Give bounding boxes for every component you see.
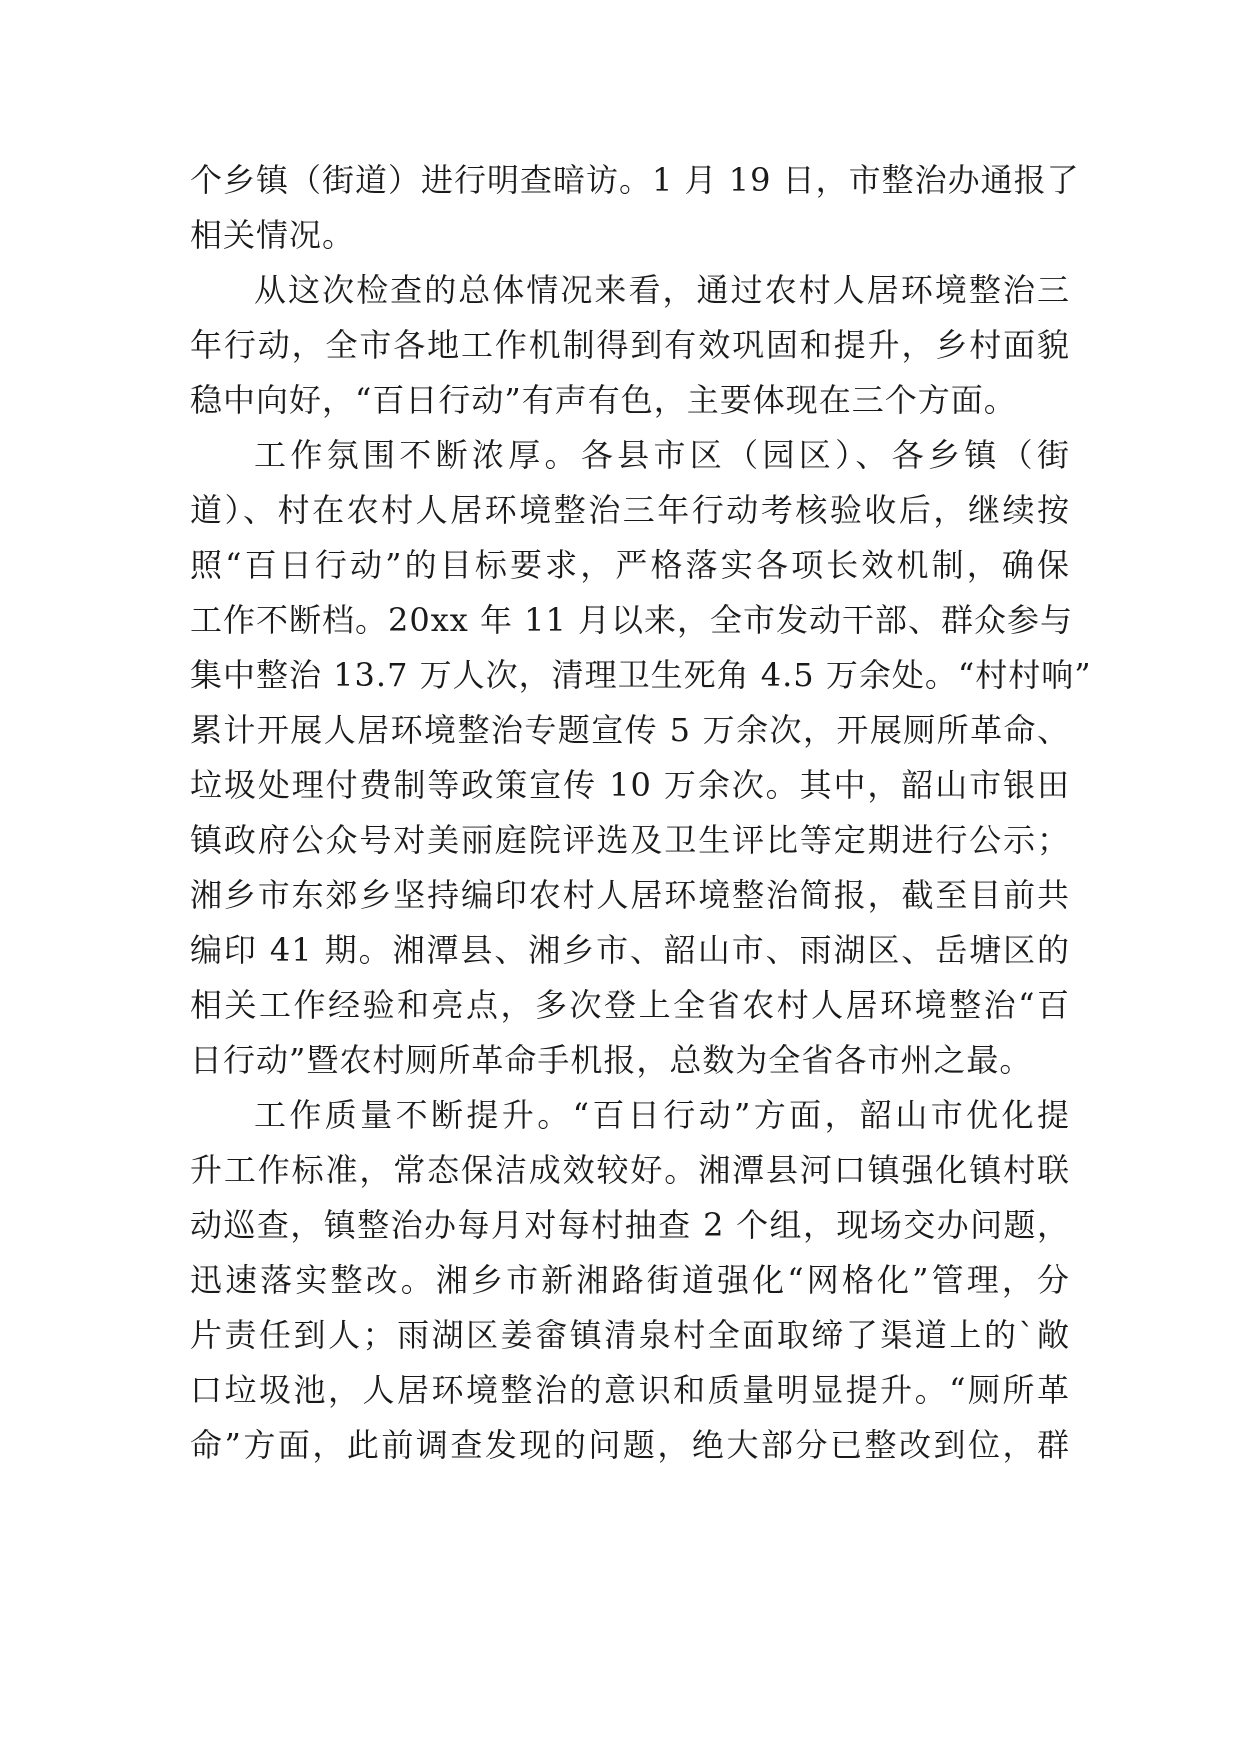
text-line: 升工作标准，常态保洁成效较好。湘潭县河口镇强化镇村联 (190, 1151, 1070, 1189)
paragraph-4 (190, 1088, 1070, 1473)
text-line: 镇政府公众号对美丽庭院评选及卫生评比等定期进行公示； (190, 821, 1070, 859)
document-body (190, 153, 1092, 1473)
text-line: 命”方面，此前调查发现的问题，绝大部分已整改到位，群 (190, 1426, 1070, 1464)
text-line: 湘乡市东郊乡坚持编印农村人居环境整治简报，截至目前共 (190, 876, 1070, 914)
text-line: 从这次检查的总体情况来看，通过农村人居环境整治三 (254, 271, 1070, 309)
text-line: 动巡查，镇整治办每月对每村抽查 2 个组，现场交办问题， (190, 1206, 1070, 1244)
text-line: 日行动”暨农村厕所革命手机报，总数为全省各市州之最。 (190, 1041, 1033, 1079)
text-line: 口垃圾池，人居环境整治的意识和质量明显提升。“厕所革 (190, 1371, 1070, 1409)
text-line: 工作不断档。20xx 年 11 月以来，全市发动干部、群众参与 (190, 601, 1074, 639)
text-line: 片责任到人；雨湖区姜畲镇清泉村全面取缔了渠道上的`敞 (190, 1316, 1070, 1354)
text-line: 累计开展人居环境整治专题宣传 5 万余次，开展厕所革命、 (190, 711, 1070, 749)
text-line: 相关工作经验和亮点，多次登上全省农村人居环境整治“百 (190, 986, 1070, 1024)
text-line: 道）、村在农村人居环境整治三年行动考核验收后，继续按 (190, 491, 1070, 529)
text-line: 相关情况。 (190, 216, 356, 254)
text-line: 垃圾处理付费制等政策宣传 10 万余次。其中，韶山市银田 (190, 766, 1070, 804)
paragraph-1 (190, 153, 1080, 263)
text-line: 个乡镇（街道）进行明查暗访。1 月 19 日，市整治办通报了 (190, 161, 1080, 199)
paragraph-2 (190, 263, 1070, 428)
text-line: 编印 41 期。湘潭县、湘乡市、韶山市、雨湖区、岳塘区的 (190, 931, 1070, 969)
text-line: 工作质量不断提升。“百日行动”方面，韶山市优化提 (254, 1096, 1070, 1134)
text-line: 稳中向好，“百日行动”有声有色，主要体现在三个方面。 (190, 381, 1017, 419)
text-line: 照“百日行动”的目标要求，严格落实各项长效机制，确保 (190, 546, 1070, 584)
text-line: 迅速落实整改。湘乡市新湘路街道强化“网格化”管理，分 (190, 1261, 1070, 1299)
text-line: 集中整治 13.7 万人次，清理卫生死角 4.5 万余处。“村村响” (190, 656, 1092, 694)
text-line: 年行动，全市各地工作机制得到有效巩固和提升，乡村面貌 (190, 326, 1070, 364)
paragraph-3 (190, 428, 1092, 1088)
text-line: 工作氛围不断浓厚。各县市区（园区）、各乡镇（街 (254, 436, 1070, 474)
